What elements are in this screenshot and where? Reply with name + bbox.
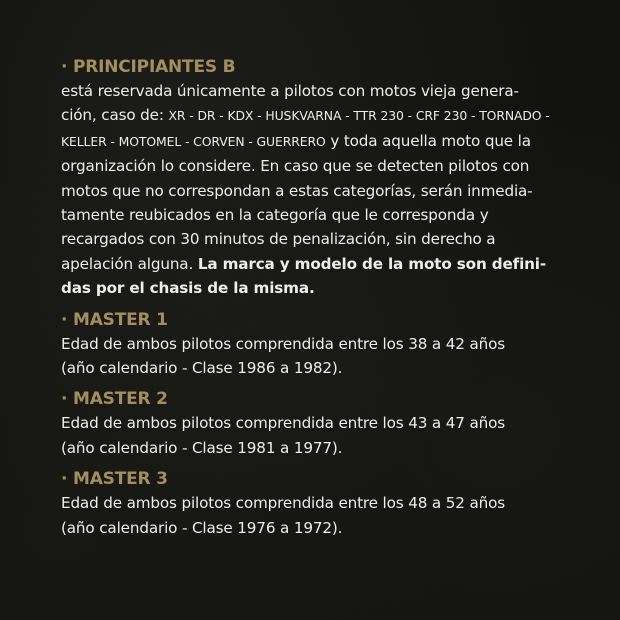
section-master-1	[61, 308, 561, 381]
body-line: Edad de ambos pilotos comprendida entre los 48 a 52 años	[61, 494, 505, 513]
body-line: tamente reubicados en la categoría que le corresponda y	[61, 206, 489, 225]
body-line: está reservada únicamente a pilotos con motos vieja genera-	[61, 82, 519, 100]
section-master-2	[61, 387, 561, 460]
body-text: apelación alguna.	[61, 254, 198, 273]
model-list: XR - DR - KDX - HUSKVARNA - TTR 230 - CRF 230 - TORNADO -	[168, 108, 550, 124]
body-text: y toda aquella moto que la	[325, 131, 531, 150]
section-body	[61, 411, 561, 460]
rules-content	[61, 55, 561, 547]
bold-note: La marca y modelo de la moto son defini-	[197, 254, 547, 273]
bold-note: das por el chasis de la misma.	[61, 279, 315, 298]
section-title: · MASTER 2	[61, 389, 168, 410]
model-list: KELLER - MOTOMEL - CORVEN - GUERRERO	[61, 133, 326, 149]
section-body	[61, 79, 561, 301]
body-line: Edad de ambos pilotos comprendida entre los 43 a 47 años	[61, 414, 505, 433]
body-line: organización lo considere. En caso que se detecten pilotos con	[61, 157, 530, 176]
body-line: (año calendario - Clase 1986 a 1982).	[61, 359, 343, 378]
section-title: · PRINCIPIANTES B	[61, 57, 236, 77]
body-line: (año calendario - Clase 1976 a 1972).	[61, 518, 343, 537]
body-line	[61, 129, 561, 154]
section-title: · MASTER 1	[61, 309, 168, 330]
body-line: (año calendario - Clase 1981 a 1977).	[61, 438, 343, 457]
section-body	[61, 332, 561, 381]
body-line	[61, 103, 561, 128]
section-body	[61, 491, 561, 540]
body-line: motos que no correspondan a estas categorías, serán inmedia-	[61, 181, 533, 200]
body-line	[61, 252, 561, 276]
body-line: recargados con 30 minutos de penalización, sin derecho a	[61, 230, 496, 249]
body-line: Edad de ambos pilotos comprendida entre los 38 a 42 años	[61, 334, 505, 353]
section-title: · MASTER 3	[61, 469, 168, 490]
body-text: ción, caso de:	[61, 106, 169, 125]
section-master-3	[61, 467, 561, 540]
section-principiantes-b	[61, 55, 561, 301]
